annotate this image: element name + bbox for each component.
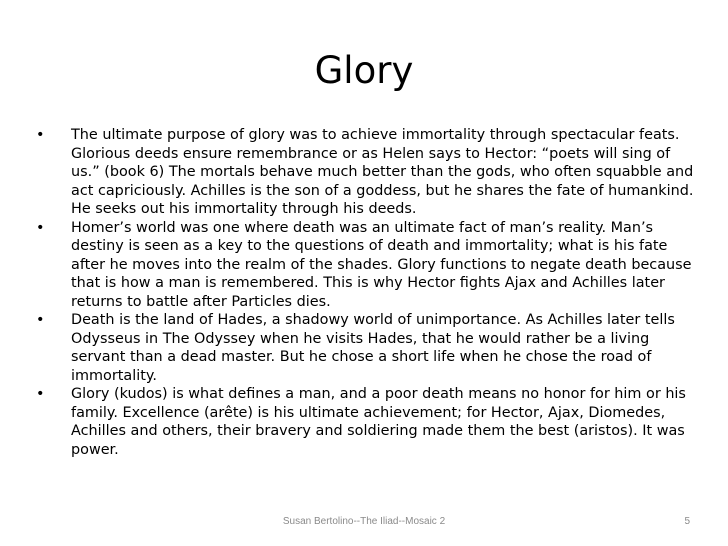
bullet-text: Homer’s world was one where death was an ultimate fact of man’s reality. Man’s destiny is seen as a key to the questions of death and immortality; what is his fate after he moves into the realm of the shades. Glory functions to negate death because that is how a man is remembered. This is why Hector fights Ajax and Achilles later returns to battle after Particles dies.	[71, 219, 692, 310]
bullet-list	[36, 126, 696, 459]
bullet-dot-icon: •	[36, 312, 45, 328]
bullet-text: Glory (kudos) is what defines a man, and a poor death means no honor for him or his family. Excellence (arête) is his ultimate achievement; for Hector, Ajax, Diomedes, Achilles and others, their bravery and soldiering made them the best (aristos). It was power.	[71, 386, 686, 458]
page-number: 5	[684, 516, 690, 527]
bullet-text: The ultimate purpose of glory was to achieve immortality through spectacular feats. Glorious deeds ensure remembrance or as Helen says to Hector: “poets will sing of us.” (book 6) The mortals behave much better than the gods, who often squabble and act capriciously. Achilles is the son of a goddess, but he shares the fate of humankind. He seeks out his immortality through his deeds.	[71, 127, 694, 217]
bullet-dot-icon: •	[36, 219, 45, 236]
bullet-item	[36, 219, 696, 312]
bullet-dot-icon: •	[36, 127, 45, 143]
footer-text: Susan Bertolino--The Iliad--Mosaic 2	[282, 516, 446, 527]
bullet-dot-icon: •	[36, 386, 45, 402]
bullet-item	[36, 126, 696, 219]
bullet-item	[36, 385, 696, 459]
bullet-item	[36, 311, 696, 385]
bullet-text: Death is the land of Hades, a shadowy world of unimportance. As Achilles later tells Odysseus in The Odyssey when he visits Hades, that he would rather be a living servant than a dead master. But he chose a short life when he chose the road of immortality.	[71, 312, 675, 384]
slide-title: Glory	[314, 49, 414, 92]
